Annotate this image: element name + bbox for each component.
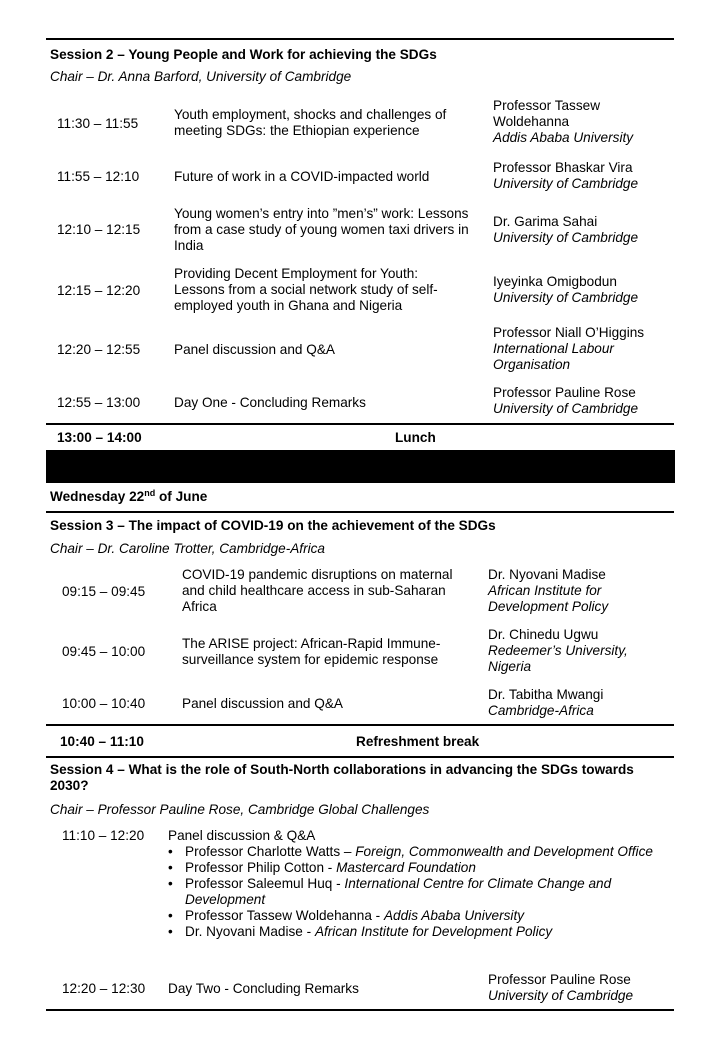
bottom-rule	[46, 1009, 674, 1011]
speaker-affiliation: University of Cambridge	[488, 988, 634, 1003]
panelist-org: International Centre for Climate Change and Development	[185, 876, 612, 907]
session2-row1-time: 11:30 – 11:55	[57, 116, 139, 131]
session4-closing-speaker	[488, 972, 658, 1004]
panelist-list	[168, 844, 668, 940]
session2-row2-time: 11:55 – 12:10	[57, 169, 140, 184]
session3-chair: Chair – Dr. Caroline Trotter, Cambridge-Africa	[50, 541, 325, 556]
top-rule	[46, 38, 674, 40]
speaker-name: Professor Bhaskar Vira	[493, 160, 633, 175]
session4-closing-title: Day Two - Concluding Remarks	[168, 981, 359, 996]
speaker-affiliation: University of Cambridge	[493, 230, 639, 245]
panelist-name: Professor Tassew Woldehanna -	[185, 908, 384, 923]
session4-title: Session 4 – What is the role of South-North collaborations in advancing the SDGs towards 2030?	[50, 762, 634, 793]
session3-row1-time: 09:15 – 09:45	[62, 584, 146, 599]
session2-row2-speaker	[493, 160, 663, 192]
list-item	[168, 844, 668, 860]
day2-date-sup: nd	[144, 488, 156, 498]
speaker-affiliation: Cambridge-Africa	[488, 703, 594, 718]
speaker-affiliation: International Labour Organisation	[493, 341, 614, 372]
session2-row4-speaker	[493, 274, 663, 306]
speaker-affiliation: University of Cambridge	[493, 401, 639, 416]
bullet-icon: •	[168, 876, 173, 891]
speaker-name: Dr. Chinedu Ugwu	[488, 627, 599, 642]
speaker-name: Professor Tassew Woldehanna	[493, 98, 601, 129]
bullet-icon: •	[168, 860, 173, 875]
session3-top-rule	[46, 511, 674, 513]
speaker-name: Professor Pauline Rose	[488, 972, 631, 987]
speaker-name: Professor Niall O’Higgins	[493, 325, 645, 340]
speaker-affiliation: University of Cambridge	[493, 290, 639, 305]
speaker-affiliation: Addis Ababa University	[493, 130, 634, 145]
session2-row5-title: Panel discussion and Q&A	[174, 342, 335, 357]
session3-row1-speaker	[488, 567, 658, 615]
session2-chair: Chair – Dr. Anna Barford, University of Cambridge	[50, 69, 352, 84]
session3-title: Session 3 – The impact of COVID-19 on the achievement of the SDGs	[50, 518, 496, 533]
session2-row6-title: Day One - Concluding Remarks	[174, 395, 366, 410]
bullet-icon: •	[168, 908, 173, 923]
speaker-name: Iyeyinka Omigbodun	[493, 274, 617, 289]
session3-row3-speaker	[488, 687, 658, 719]
session3-row3-time: 10:00 – 10:40	[62, 696, 146, 711]
day2-date	[50, 489, 207, 505]
lunch-time: 13:00 – 14:00	[57, 430, 142, 445]
list-item	[168, 908, 668, 924]
speaker-affiliation: University of Cambridge	[493, 176, 639, 191]
session4-panel-time: 11:10 – 12:20	[62, 828, 145, 843]
bullet-icon: •	[168, 924, 173, 939]
session2-row1-speaker	[493, 98, 643, 146]
session2-row6-time: 12:55 – 13:00	[57, 395, 141, 410]
panelist-name: Dr. Nyovani Madise -	[185, 924, 315, 939]
panelist-org: Addis Ababa University	[383, 908, 525, 923]
session2-row2-title: Future of work in a COVID-impacted world	[174, 169, 430, 184]
day2-date-suffix: of June	[155, 489, 208, 504]
session2-row4-title: Providing Decent Employment for Youth: Lessons from a social network study of self-employed youth in Ghana and Nigeria	[174, 266, 438, 313]
session4-closing-time: 12:20 – 12:30	[62, 981, 146, 996]
session2-row3-title: Young women’s entry into ”men’s” work: Lessons from a case study of young women taxi drivers in India	[174, 206, 469, 253]
speaker-name: Dr. Garima Sahai	[493, 214, 598, 229]
break-top-rule	[46, 724, 674, 726]
speaker-name: Dr. Nyovani Madise	[488, 567, 606, 582]
list-item	[168, 924, 668, 940]
session2-row3-speaker	[493, 214, 663, 246]
lunch-label: Lunch	[395, 430, 436, 445]
panelist-org: African Institute for Development Policy	[314, 924, 553, 939]
speaker-name: Dr. Tabitha Mwangi	[488, 687, 604, 702]
bullet-icon: •	[168, 844, 173, 859]
speaker-affiliation: Redeemer’s University, Nigeria	[488, 643, 628, 674]
day2-date-prefix: Wednesday 22	[50, 489, 145, 504]
speaker-name: Professor Pauline Rose	[493, 385, 636, 400]
session3-row2-title: The ARISE project: African-Rapid Immune-surveillance system for epidemic response	[182, 636, 441, 667]
panelist-name: Professor Saleemul Huq -	[185, 876, 345, 891]
session2-row4-time: 12:15 – 12:20	[57, 283, 141, 298]
session2-row1-title: Youth employment, shocks and challenges of meeting SDGs: the Ethiopian experience	[174, 107, 447, 138]
panelist-org: Foreign, Commonwealth and Development Office	[355, 844, 653, 859]
list-item	[168, 876, 668, 908]
panelist-name: Professor Charlotte Watts –	[185, 844, 356, 859]
list-item	[168, 860, 668, 876]
panelist-org: Mastercard Foundation	[336, 860, 476, 875]
session2-row5-speaker	[493, 325, 663, 373]
session3-row2-time: 09:45 – 10:00	[62, 644, 146, 659]
session2-title: Session 2 – Young People and Work for achieving the SDGs	[50, 47, 437, 62]
refreshment-time: 10:40 – 11:10	[60, 734, 144, 749]
session4-top-rule	[46, 756, 674, 758]
session4-chair: Chair – Professor Pauline Rose, Cambridge Global Challenges	[50, 802, 430, 817]
lunch-top-rule	[46, 423, 674, 425]
session4-panel-title: Panel discussion & Q&A	[168, 828, 316, 843]
session2-row6-speaker	[493, 385, 663, 417]
session2-row5-time: 12:20 – 12:55	[57, 342, 141, 357]
session3-row2-speaker	[488, 627, 648, 675]
session3-row1-title: COVID-19 pandemic disruptions on maternal and child healthcare access in sub-Saharan Africa	[182, 567, 453, 614]
day-separator-bar	[46, 450, 675, 483]
session3-row3-title: Panel discussion and Q&A	[182, 696, 343, 711]
speaker-affiliation: African Institute for Development Policy	[488, 583, 609, 614]
session2-row3-time: 12:10 – 12:15	[57, 222, 141, 237]
refreshment-label: Refreshment break	[356, 734, 480, 749]
panelist-name: Professor Philip Cotton -	[185, 860, 337, 875]
